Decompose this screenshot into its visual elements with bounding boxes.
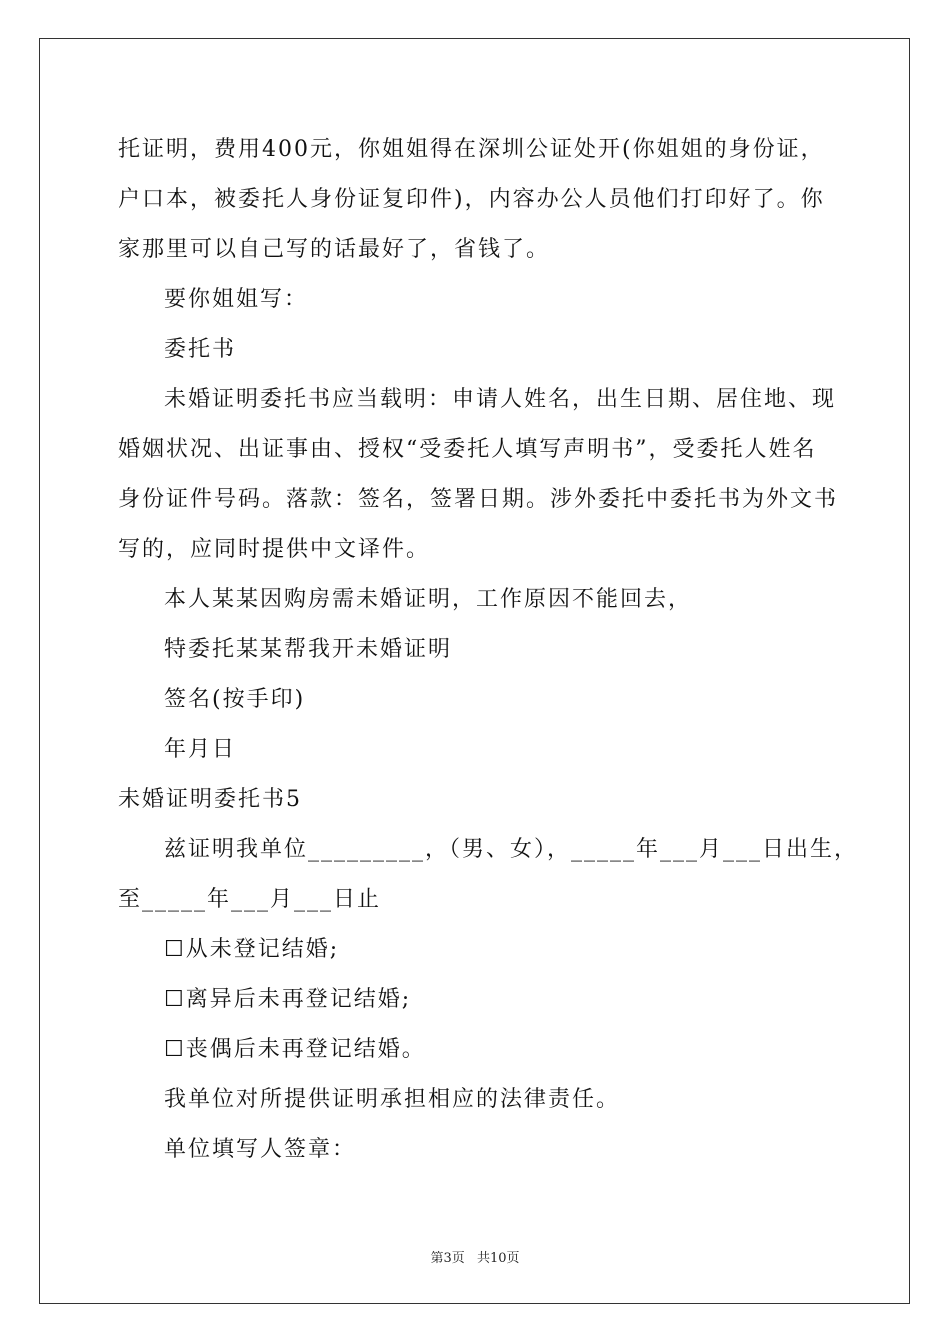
document-body [118,125,859,1175]
paragraph-line: 托证明，费用400元，你姐姐得在深圳公证处开(你姐姐的身份证， [118,137,825,162]
paragraph-line: 我单位对所提供证明承担相应的法律责任。 [164,1087,621,1112]
paragraph-line: 身份证件号码。落款：签名，签署日期。涉外委托中委托书为外文书 [118,487,839,512]
page-total: 共10页 [476,1251,520,1266]
section-heading: 未婚证明委托书5 [118,787,302,812]
checkbox-option: ☐从未登记结婚; [164,937,340,962]
paragraph-line: 特委托某某帮我开未婚证明 [164,637,453,662]
checkbox-option: ☐丧偶后未再登记结婚。 [164,1037,426,1062]
paragraph-line: 本人某某因购房需未婚证明，工作原因不能回去， [164,587,693,612]
paragraph-line: 写的，应同时提供中文译件。 [118,537,431,562]
paragraph-line: 年月日 [164,737,237,762]
paragraph-line: 家那里可以自己写的话最好了，省钱了。 [118,237,551,262]
paragraph-line: 兹证明我单位_________，（男、女），_____年___月___日出生， [164,837,859,862]
page-number: 第3页 [430,1251,465,1266]
paragraph-line: 单位填写人签章： [164,1137,357,1162]
paragraph-line: 婚姻状况、出证事由、授权“受委托人填写声明书”，受委托人姓名 [118,437,817,462]
paragraph-line: 未婚证明委托书应当载明：申请人姓名，出生日期、居住地、现 [164,387,837,412]
page-footer [0,1247,950,1266]
checkbox-option: ☐离异后未再登记结婚; [164,987,412,1012]
paragraph-line: 签名(按手印) [164,687,306,712]
paragraph-line: 至_____年___月___日止 [118,887,382,912]
paragraph-line: 委托书 [164,337,237,362]
paragraph-line: 要你姐姐写： [164,287,309,312]
paragraph-line: 户口本，被委托人身份证复印件)，内容办公人员他们打印好了。你 [118,187,825,212]
